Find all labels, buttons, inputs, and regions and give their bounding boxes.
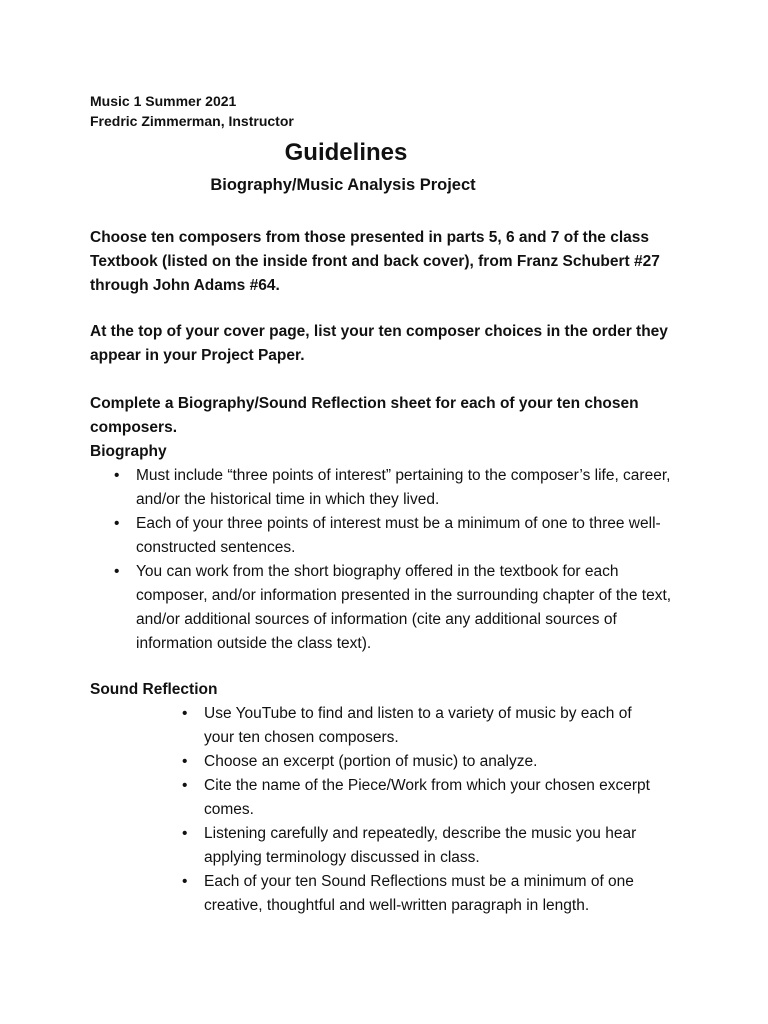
course-name: Music 1 Summer 2021 [90, 93, 237, 109]
biography-heading: Biography [90, 443, 167, 460]
list-item-text: Choose an excerpt (portion of music) to analyze. [204, 753, 538, 770]
sound-reflection-list [182, 702, 662, 918]
list-item-text: Must include “three points of interest” pertaining to the composer’s life, career, and/or the historical time in which they lived. [136, 467, 671, 508]
bullet-icon: • [114, 515, 120, 532]
list-item [182, 774, 662, 822]
list-item [114, 464, 674, 512]
list-item-text: Each of your ten Sound Reflections must be a minimum of one creative, thoughtful and well-written paragraph in length. [204, 873, 634, 914]
bullet-icon: • [182, 873, 188, 890]
page-subtitle: Biography/Music Analysis Project [210, 176, 476, 194]
course-header [90, 91, 294, 131]
bullet-icon: • [182, 825, 188, 842]
list-item-text: Each of your three points of interest must be a minimum of one to three well-constructed sentences. [136, 515, 661, 556]
page-title: Guidelines [284, 139, 408, 166]
list-item [182, 702, 662, 750]
list-item-text: You can work from the short biography offered in the textbook for each composer, and/or information presented in the surrounding chapter of the text, and/or additional sources of information (cite any additional sources of information outside the class text). [136, 563, 672, 652]
bullet-icon: • [114, 563, 120, 580]
instruction-paragraph-composers: Choose ten composers from those presented in parts 5, 6 and 7 of the class Textbook (listed on the inside front and back cover), from Franz Schubert #27 through John Adams #64. [90, 229, 660, 294]
bullet-icon: • [182, 705, 188, 722]
list-item [182, 750, 662, 774]
list-item [114, 560, 674, 656]
biography-list [114, 464, 674, 656]
list-item-text: Cite the name of the Piece/Work from which your chosen excerpt comes. [204, 777, 650, 818]
instructor-name: Fredric Zimmerman, Instructor [90, 113, 294, 129]
sound-reflection-heading: Sound Reflection [90, 681, 218, 698]
list-item-text: Listening carefully and repeatedly, describe the music you hear applying terminology discussed in class. [204, 825, 637, 866]
list-item [114, 512, 674, 560]
bullet-icon: • [182, 753, 188, 770]
list-item [182, 870, 662, 918]
list-item-text: Use YouTube to find and listen to a variety of music by each of your ten chosen composers. [204, 705, 632, 746]
list-item [182, 822, 662, 870]
instruction-paragraph-reflection-sheet: Complete a Biography/Sound Reflection sheet for each of your ten chosen composers. [90, 395, 639, 436]
instruction-paragraph-cover-page: At the top of your cover page, list your ten composer choices in the order they appear in your Project Paper. [90, 323, 668, 364]
bullet-icon: • [114, 467, 120, 484]
bullet-icon: • [182, 777, 188, 794]
